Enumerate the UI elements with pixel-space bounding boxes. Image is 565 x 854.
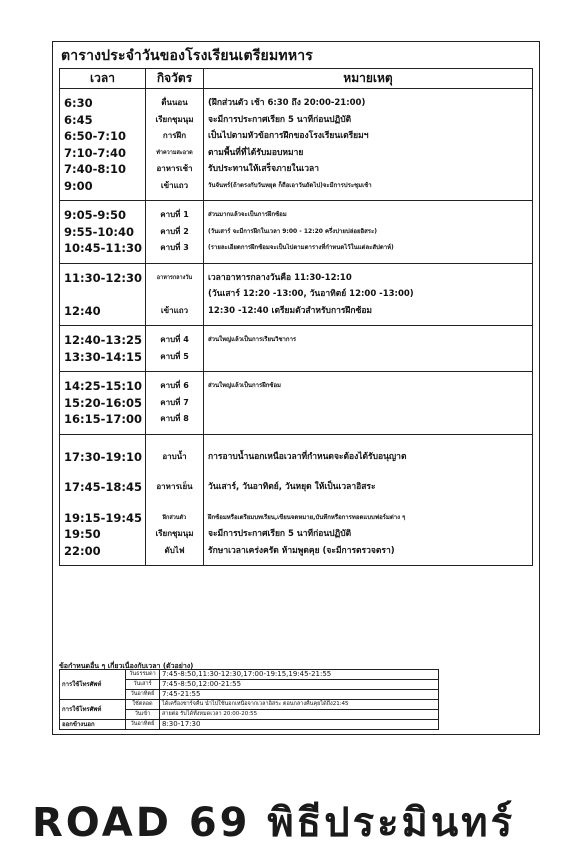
remark-text: (ฝึกส่วนตัว เช้า 6:30 ถึง 20:00-21:00) (208, 98, 366, 108)
remark-text: ฝึกซ้อมหรือเตรียมบทเรียน,เขียนจดหมาย,บันทึกหรือการทอดแบบฟอร์มต่าง ๆ (208, 513, 406, 521)
activity-cell (146, 372, 204, 435)
activity-text: คาบที่ 3 (160, 243, 189, 252)
activity-text: คาบที่ 4 (160, 335, 189, 344)
remark-text: 12:30 -12:40 เตรียมตัวสำหรับการฝึกซ้อม (208, 305, 373, 316)
footer-value: ได้เครื่องชาร์จคืน นำไปใช้นอกเหนือจากเวลาอิสระ ตอนกลางคืนคุยได้ถึง21:45 (160, 700, 439, 710)
time-text: 17:30-19:10 (64, 449, 142, 464)
time-text: 12:40-13:25 (64, 333, 142, 347)
block-periods-6-8 (60, 372, 533, 435)
time-text: 10:45-11:30 (64, 241, 142, 255)
remark-text: รักษาเวลาเคร่งครัด ห้ามพูดคุย (จะมีการตรวจตรา) (208, 545, 395, 556)
footer-day: วันเสาร์ (126, 680, 160, 690)
time-cell (60, 201, 146, 264)
activity-text: คาบที่ 1 (160, 210, 189, 219)
remark-text: วันจันทร์(ถ้าตรงกับวันหยุด ก็ถือเอาวันถัดไป)จะมีการประชุมเช้า (208, 181, 372, 189)
remark-text: จะมีการประกาศเรียก 5 นาทีก่อนปฏิบัติ (208, 529, 352, 539)
time-text: 6:45 (64, 112, 93, 127)
activity-text (146, 286, 203, 303)
remark-text: วันเสาร์, วันอาทิตย์, วันหยุด ให้เป็นเวลาอิสระ (208, 482, 376, 492)
activity-cell (146, 263, 204, 326)
page-title: ตารางประจำวันของโรงเรียนเตรียมทหาร (61, 48, 314, 64)
schedule-sheet (52, 41, 540, 735)
remark-text: (วันเสาร์ 12:20 -13:00, วันอาทิตย์ 12:00 -13:00) (208, 289, 414, 299)
activity-cell (146, 89, 204, 201)
activity-text: ทำความสะอาด (156, 149, 193, 156)
time-text: 9:00 (64, 178, 93, 193)
activity-text: อาหารกลางวัน (156, 274, 193, 281)
activity-text: ฝึกส่วนตัว (162, 514, 187, 521)
activity-text: เข้าแถว (160, 305, 189, 315)
block-morning (60, 89, 533, 201)
footer-value: 8:30-17:30 (160, 720, 439, 730)
activity-cell (146, 326, 204, 372)
bottom-banner: ROAD 69 พิธีประมินทร์ (32, 800, 516, 846)
remark-text: (วันเสาร์ จะมีการฝึกในเวลา 9:00 - 12:20 ครึ่งบ่ายปล่อยอิสระ) (208, 227, 377, 235)
footer-day: วันอาทิตย์ (126, 720, 160, 730)
time-text: 7:40-8:10 (64, 162, 126, 176)
time-cell (60, 263, 146, 326)
remark-text: จะมีการประกาศเรียก 5 นาทีก่อนปฏิบัติ (208, 114, 352, 125)
time-text: 15:20-16:05 (64, 395, 142, 410)
remark-text (204, 349, 532, 366)
activity-text: คาบที่ 5 (160, 351, 189, 361)
remark-text: ส่วนมากแล้วจะเป็นการฝึกซ้อม (208, 211, 287, 218)
time-text: 9:05-9:50 (64, 208, 126, 222)
time-text: 6:50-7:10 (64, 129, 126, 143)
activity-text: การฝึก (162, 131, 187, 140)
footer-value: 7:45-8:50,12:00-21:55 (160, 680, 439, 690)
time-text: 14:25-15:10 (64, 379, 142, 393)
block-periods-1-3 (60, 201, 533, 264)
activity-text: อาหารเช้า (156, 164, 193, 173)
activity-text: ตื่นนอน (161, 98, 188, 107)
activity-cell (146, 434, 204, 566)
footer-row (60, 700, 439, 710)
activity-text: อาบน้ำ (162, 451, 187, 461)
remark-cell (204, 89, 533, 201)
remark-cell (204, 372, 533, 435)
footer-value: สายต่อ รับได้ทั้งหมดเวลา 20:00-20:55 (160, 710, 439, 720)
footer-row (60, 670, 439, 680)
footer-group: การใช้โทรศัพท์ (60, 670, 126, 700)
schedule-table (59, 68, 533, 566)
time-text: 6:30 (64, 96, 93, 110)
time-text: 11:30-12:30 (64, 270, 142, 285)
remark-text (204, 411, 532, 428)
footer-day: วันอาทิตย์ (126, 690, 160, 700)
time-text: 12:40 (64, 303, 101, 318)
header-row (60, 69, 533, 89)
footer-day: วันเข้า (126, 710, 160, 720)
footer-value: 7:45-21:55 (160, 690, 439, 700)
remark-cell (204, 201, 533, 264)
footer-group: ออกข้างนอก (60, 720, 126, 730)
remark-cell (204, 434, 533, 566)
activity-text: เข้าแถว (160, 180, 189, 190)
time-cell (60, 326, 146, 372)
footer-group: การใช้โทรศัพท์ (60, 700, 126, 720)
header-time: เวลา (60, 69, 146, 89)
time-text: 7:10-7:40 (64, 145, 126, 160)
time-text: 19:15-19:45 (64, 510, 142, 525)
activity-cell (146, 201, 204, 264)
header-activity: กิจวัตร (146, 69, 204, 89)
remark-text: (รายละเอียดการฝึกซ้อมจะเป็นไปตามตารางที่กำหนดไว้ในแต่ละสัปดาห์) (208, 244, 394, 251)
remark-text: เวลาอาหารกลางวันคือ 11:30-12:10 (208, 272, 352, 283)
activity-text: อาหารเย็น (156, 482, 193, 491)
activity-text: คาบที่ 6 (160, 381, 189, 390)
activity-text: คาบที่ 2 (160, 226, 189, 236)
footer-value: 7:45-8:50,11:30-12:30,17:00-19:15,19:45-21:55 (160, 670, 439, 680)
footer-title: ข้อกำหนดอื่น ๆ เกี่ยวเนื่องกับเวลา (ตัวอย่าง) (59, 662, 194, 670)
remark-text: รับประทานให้เสร็จภายในเวลา (208, 164, 320, 174)
remark-text: การอาบน้ำนอกเหนือเวลาที่กำหนดจะต้องได้รับอนุญาต (208, 451, 407, 462)
time-text: 19:50 (64, 527, 101, 541)
remark-text: ส่วนใหญ่แล้วเป็นการฝึกซ้อม (208, 382, 282, 389)
remark-cell (204, 263, 533, 326)
activity-text: เรียกชุมนุม (155, 114, 194, 124)
time-text (60, 286, 145, 303)
block-evening (60, 434, 533, 566)
time-text: 16:15-17:00 (64, 412, 142, 426)
block-periods-4-5 (60, 326, 533, 372)
activity-text: ดับไฟ (164, 545, 185, 555)
block-lunch (60, 263, 533, 326)
time-text: 13:30-14:15 (64, 349, 142, 364)
header-remark: หมายเหตุ (204, 69, 533, 89)
time-cell (60, 89, 146, 201)
remark-cell (204, 326, 533, 372)
remark-text: ตามพื้นที่ที่ได้รับมอบหมาย (208, 147, 304, 158)
remark-text: ส่วนใหญ่แล้วเป็นการเรียนวิชาการ (208, 336, 297, 343)
footer-table (59, 669, 439, 730)
activity-text: เรียกชุมนุม (155, 529, 194, 538)
activity-text: คาบที่ 7 (160, 397, 189, 407)
time-text: 9:55-10:40 (64, 224, 134, 239)
footer-day: วันธรรมดา (126, 670, 160, 680)
time-text: 22:00 (64, 543, 101, 558)
remark-text (204, 395, 532, 412)
activity-text: คาบที่ 8 (160, 414, 189, 423)
time-cell (60, 434, 146, 566)
footer-row (60, 720, 439, 730)
time-cell (60, 372, 146, 435)
time-text: 17:45-18:45 (64, 480, 142, 494)
footer-day: ใช้ตลอด (126, 700, 160, 710)
remark-text: เป็นไปตามหัวข้อการฝึกของโรงเรียนเตรียมฯ (208, 131, 369, 141)
